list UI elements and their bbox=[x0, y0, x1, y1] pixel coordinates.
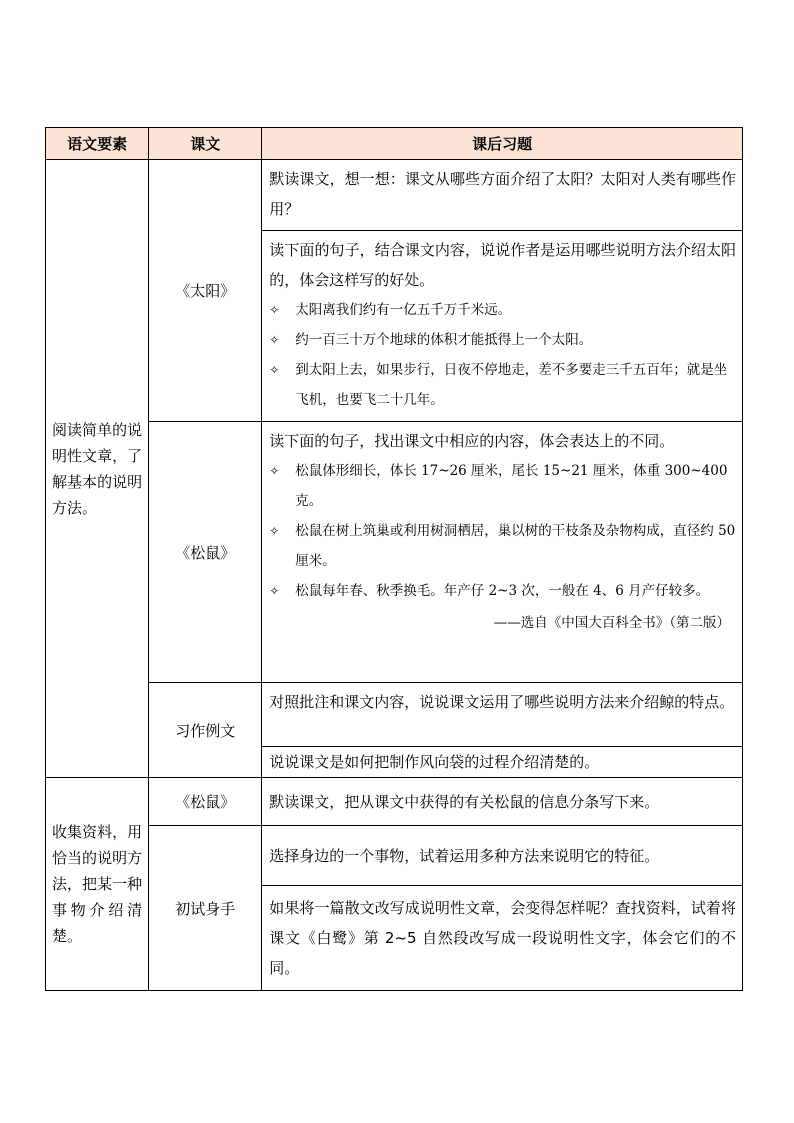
list-item bbox=[269, 325, 736, 355]
exercise-text: 说说课文是如何把制作风向袋的过程介绍清楚的。 bbox=[269, 753, 600, 771]
table-row bbox=[46, 778, 743, 826]
language-element-2: 收集资料，用恰当的说明方法，把某一种事物介绍清楚。 bbox=[46, 778, 149, 991]
table-row bbox=[46, 826, 743, 886]
exercise-cell bbox=[262, 231, 743, 422]
bullet-text: 松鼠每年春、秋季换毛。年产仔 2~3 次，一般在 4、6 月产仔较多。 bbox=[295, 583, 710, 599]
diamond-star-icon: ✧ bbox=[269, 363, 280, 377]
exercise-cell bbox=[262, 422, 743, 683]
exercise-text: 读下面的句子，找出课文中相应的内容，体会表达上的不同。 bbox=[269, 432, 675, 450]
lesson-example: 习作例文 bbox=[149, 683, 262, 778]
lesson-songshu-2: 《松鼠》 bbox=[149, 778, 262, 826]
bullet-text: 太阳离我们约有一亿五千万千米远。 bbox=[295, 302, 512, 318]
exercise-cell bbox=[262, 160, 743, 231]
exercise-text: 选择身边的一个事物，试着运用多种方法来说明它的特征。 bbox=[269, 846, 660, 865]
diamond-star-icon: ✧ bbox=[269, 333, 280, 347]
list-item bbox=[269, 295, 736, 325]
language-element-1: 阅读简单的说明性文章，了解基本的说明方法。 bbox=[46, 160, 149, 778]
lesson-taiyang: 《太阳》 bbox=[149, 160, 262, 422]
exercise-cell bbox=[262, 683, 743, 747]
header-lesson: 课文 bbox=[149, 128, 262, 160]
table-header-row bbox=[46, 128, 743, 160]
exercise-cell bbox=[262, 826, 743, 886]
exercise-cell bbox=[262, 778, 743, 826]
source-citation: ——选自《中国大百科全书》（第二版） bbox=[493, 615, 730, 631]
header-exercises: 课后习题 bbox=[262, 128, 743, 160]
list-item bbox=[269, 355, 736, 415]
bullet-text: 约一百三十万个地球的体积才能抵得上一个太阳。 bbox=[295, 332, 593, 348]
bullet-text: 到太阳上去，如果步行，日夜不停地走，差不多要走三千五百年；就是坐飞机，也要飞二十几年。 bbox=[295, 362, 728, 408]
diamond-star-icon: ✧ bbox=[269, 584, 280, 598]
lesson-table bbox=[45, 127, 743, 991]
bullet-text: 松鼠体形细长，体长 17~26 厘米，尾长 15~21 厘米，体重 300~400 克。 bbox=[295, 463, 728, 509]
exercise-cell bbox=[262, 886, 743, 991]
header-element: 语文要素 bbox=[46, 128, 149, 160]
lesson-trial: 初试身手 bbox=[149, 826, 262, 991]
exercise-cell bbox=[262, 747, 743, 778]
table-row bbox=[46, 683, 743, 747]
exercise-text: 默读课文，想一想：课文从哪些方面介绍了太阳？太阳对人类有哪些作用？ bbox=[269, 170, 736, 218]
diamond-star-icon: ✧ bbox=[269, 524, 280, 538]
exercise-text: 对照批注和课文内容，说说课文运用了哪些说明方法来介绍鲸的特点。 bbox=[269, 693, 735, 711]
list-item bbox=[269, 456, 736, 516]
list-item bbox=[269, 576, 736, 606]
table-row bbox=[46, 160, 743, 231]
list-item bbox=[269, 516, 736, 576]
exercise-text: 如果将一篇散文改写成说明性文章，会变得怎样呢？查找资料，试着将课文《白鹭》第 2~5 自然段改写成一段说明性文字，体会它们的不同。 bbox=[269, 899, 736, 977]
diamond-star-icon: ✧ bbox=[269, 464, 280, 478]
lesson-songshu: 《松鼠》 bbox=[149, 422, 262, 683]
exercise-text: 默读课文，把从课文中获得的有关松鼠的信息分条写下来。 bbox=[269, 792, 660, 811]
bullet-text: 松鼠在树上筑巢或利用树洞栖居，巢以树的干枝条及杂物构成，直径约 50 厘米。 bbox=[295, 523, 736, 569]
diamond-star-icon: ✧ bbox=[269, 303, 280, 317]
exercise-text: 读下面的句子，结合课文内容，说说作者是运用哪些说明方法介绍太阳的，体会这样写的好处。 bbox=[269, 241, 736, 289]
table-row bbox=[46, 422, 743, 683]
